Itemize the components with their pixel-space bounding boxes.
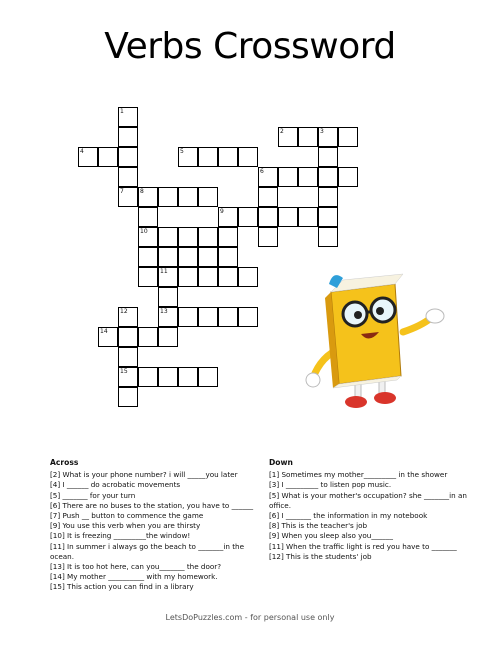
clue-number: 4	[80, 148, 84, 155]
across-clue: [14] My mother __________ with my homework.	[50, 572, 218, 582]
across-clues	[50, 458, 255, 593]
grid-cell[interactable]	[178, 247, 198, 267]
grid-cell[interactable]	[238, 307, 258, 327]
grid-cell[interactable]	[218, 147, 238, 167]
grid-cell[interactable]	[118, 107, 138, 127]
grid-cell[interactable]	[158, 287, 178, 307]
grid-cell[interactable]	[218, 267, 238, 287]
grid-cell[interactable]	[318, 187, 338, 207]
grid-cell[interactable]	[118, 367, 138, 387]
grid-cell[interactable]	[198, 307, 218, 327]
down-clue: [9] When you sleep also you______	[269, 531, 393, 541]
grid-cell[interactable]	[258, 227, 278, 247]
clue-number: 10	[140, 228, 148, 235]
grid-cell[interactable]	[318, 127, 338, 147]
grid-cell[interactable]	[118, 387, 138, 407]
clue-number: 8	[140, 188, 144, 195]
grid-cell[interactable]	[298, 127, 318, 147]
across-clue: [5] _______ for your turn	[50, 490, 136, 500]
clue-number: 6	[260, 168, 264, 175]
grid-cell[interactable]	[138, 267, 158, 287]
grid-cell[interactable]	[118, 347, 138, 367]
grid-cell[interactable]	[258, 207, 278, 227]
footer-credit: LetsDoPuzzles.com - for personal use only	[165, 613, 335, 622]
grid-cell[interactable]	[178, 307, 198, 327]
grid-cell[interactable]	[118, 327, 138, 347]
grid-cell[interactable]	[118, 167, 138, 187]
grid-cell[interactable]	[198, 247, 218, 267]
across-clue: [10] It is freezing _________the window!	[50, 531, 191, 541]
grid-cell[interactable]	[98, 327, 118, 347]
down-clue: [11] When the traffic light is red you have to _______	[269, 541, 457, 551]
grid-cell[interactable]	[118, 187, 138, 207]
grid-cell[interactable]	[138, 367, 158, 387]
grid-cell[interactable]	[338, 127, 358, 147]
grid-cell[interactable]	[318, 227, 338, 247]
clue-number: 13	[160, 308, 168, 315]
down-clue: [5] What is your mother's occupation? she _______in an office.	[269, 490, 467, 510]
grid-cell[interactable]	[298, 167, 318, 187]
grid-cell[interactable]	[198, 147, 218, 167]
grid-cell[interactable]	[158, 327, 178, 347]
grid-cell[interactable]	[178, 147, 198, 167]
grid-cell[interactable]	[198, 367, 218, 387]
puzzle-title: Verbs Crossword	[104, 26, 396, 67]
across-clue: [13] It is too hot here, can you_______ the door?	[50, 562, 222, 572]
grid-cell[interactable]	[278, 167, 298, 187]
grid-cell[interactable]	[218, 207, 238, 227]
grid-cell[interactable]	[138, 327, 158, 347]
grid-cell[interactable]	[158, 187, 178, 207]
grid-cell[interactable]	[238, 267, 258, 287]
grid-cell[interactable]	[238, 207, 258, 227]
grid-cell[interactable]	[158, 267, 178, 287]
down-clue: [8] This is the teacher's job	[269, 521, 368, 531]
grid-cell[interactable]	[238, 147, 258, 167]
grid-cell[interactable]	[178, 267, 198, 287]
grid-cell[interactable]	[318, 147, 338, 167]
down-clue: [1] Sometimes my mother_________ in the shower	[269, 470, 448, 480]
grid-cell[interactable]	[118, 307, 138, 327]
grid-cell[interactable]	[278, 127, 298, 147]
across-clue: [7] Push __ button to commence the game	[50, 511, 204, 521]
clue-number: 7	[120, 188, 124, 195]
clue-number: 11	[160, 268, 168, 275]
clue-number: 14	[100, 328, 108, 335]
grid-cell[interactable]	[218, 307, 238, 327]
grid-cell[interactable]	[138, 207, 158, 227]
across-clue: [2] What is your phone number? i will _____you later	[50, 470, 238, 480]
grid-cell[interactable]	[178, 367, 198, 387]
grid-cell[interactable]	[98, 147, 118, 167]
grid-cell[interactable]	[178, 187, 198, 207]
grid-cell[interactable]	[298, 207, 318, 227]
down-heading: Down	[269, 458, 293, 467]
clue-number: 3	[320, 128, 324, 135]
across-clue: [9] You use this verb when you are thirsty	[50, 521, 201, 531]
across-heading: Across	[50, 458, 79, 467]
grid-cell[interactable]	[158, 247, 178, 267]
clue-number: 15	[120, 368, 128, 375]
grid-cell[interactable]	[138, 227, 158, 247]
clue-number: 12	[120, 308, 128, 315]
grid-cell[interactable]	[338, 167, 358, 187]
grid-cell[interactable]	[198, 267, 218, 287]
grid-cell[interactable]	[318, 167, 338, 187]
grid-cell[interactable]	[218, 247, 238, 267]
grid-cell[interactable]	[158, 307, 178, 327]
grid-cell[interactable]	[158, 367, 178, 387]
grid-cell[interactable]	[218, 227, 238, 247]
clue-number: 9	[220, 208, 224, 215]
grid-cell[interactable]	[118, 147, 138, 167]
grid-cell[interactable]	[258, 187, 278, 207]
grid-cell[interactable]	[138, 187, 158, 207]
book-mascot-illustration	[303, 270, 463, 424]
clue-number: 2	[280, 128, 284, 135]
across-clue: [11] In summer i always go the beach to _______in the ocean.	[50, 541, 245, 561]
grid-cell[interactable]	[198, 187, 218, 207]
grid-cell[interactable]	[118, 127, 138, 147]
clue-number: 5	[180, 148, 184, 155]
grid-cell[interactable]	[318, 207, 338, 227]
down-clue: [3] I _________ to listen pop music.	[269, 480, 392, 490]
grid-cell[interactable]	[78, 147, 98, 167]
clue-number: 1	[120, 108, 124, 115]
grid-cell[interactable]	[138, 247, 158, 267]
grid-cell[interactable]	[158, 227, 178, 247]
grid-cell[interactable]	[258, 167, 278, 187]
grid-cell[interactable]	[278, 207, 298, 227]
down-clue: [6] I _______ the information in my notebook	[269, 511, 428, 521]
across-clue: [15] This action you can find in a library	[50, 582, 194, 592]
across-clue: [6] There are no buses to the station, you have to ______	[50, 500, 254, 510]
grid-cell[interactable]	[198, 227, 218, 247]
down-clues	[269, 458, 469, 562]
down-clue: [12] This is the students' job	[269, 551, 372, 561]
across-clue: [4] I ______ do acrobatic movements	[50, 480, 181, 490]
grid-cell[interactable]	[178, 227, 198, 247]
